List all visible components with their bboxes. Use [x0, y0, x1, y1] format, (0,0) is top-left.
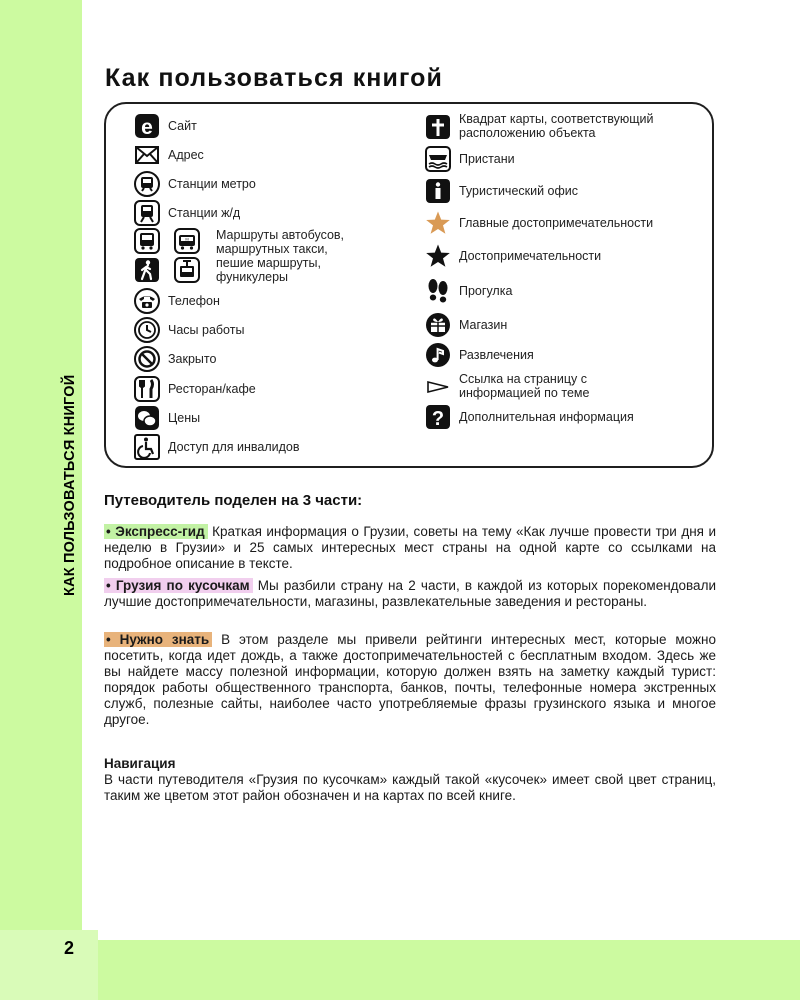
legend-item-ferry: Пристани [425, 146, 515, 172]
price-icon [134, 405, 160, 431]
page-number: 2 [64, 938, 75, 958]
phone-icon [134, 288, 160, 314]
metro-icon [134, 171, 160, 197]
legend-item-phone: Телефон [134, 288, 220, 314]
svg-text:e: e [141, 116, 153, 139]
closed-icon [134, 346, 160, 372]
navigation-heading: Навигация [104, 756, 176, 771]
navigation-section [104, 756, 716, 804]
legend-item-walk: Прогулка [425, 278, 512, 304]
section-text-express: Краткая информация о Грузии, советы на тему «Как лучше провести три дня и неделю в Грузии» и 25 самых интересных мест страны на одной карте со ссылками на подробное описание в тексте. [104, 524, 716, 571]
svg-text:?: ? [431, 408, 445, 430]
web-icon [134, 113, 160, 139]
legend-item-metro: Станции метро [134, 171, 256, 197]
legend-item-web: e Сайт [134, 113, 197, 139]
pedestrian-icon [134, 257, 160, 283]
section-tag-need-to-know: • Нужно знать [104, 632, 212, 647]
legend-item-info: Туристический офис [425, 178, 578, 204]
clock-icon [134, 317, 160, 343]
legend-item-address: Адрес [134, 142, 204, 168]
star-black-icon [425, 243, 451, 269]
page-title: Как пользоваться книгой [105, 64, 443, 92]
music-icon [425, 342, 451, 368]
section-pieces [104, 578, 716, 610]
section-text-need-to-know: В этом разделе мы привели рейтинги интересных мест, которые можно посетить, когда идет дождь, а также достопримечательностей с бесплатным входом. Здесь же вы найдете массу полезной информации, которую должен взять на заметку каждый турист: порядок работы общественного транспорта, банков, почты, телефонные номера экстренных служб, полезные сайты, наиболее часто употребляемые фразы грузинского языка и многое другое. [104, 632, 716, 727]
transport-icon-group [134, 228, 206, 284]
shop-icon [425, 312, 451, 338]
legend-item-shop: Магазин [425, 312, 507, 338]
legend-item-accessibility: Доступ для инвалидов [134, 434, 300, 460]
legend-item-restaurant: Ресторан/кафе [134, 376, 256, 402]
legend-item-sights: Достопримечательности [425, 243, 601, 269]
footprints-icon [425, 278, 451, 304]
legend-item-page-link: Ссылка на страницу с информацией по теме [425, 372, 705, 400]
legend-item-hours: Часы работы [134, 317, 244, 343]
legend-item-map-square: Квадрат карты, соответствующий расположению объекта [425, 112, 705, 140]
navigation-text: В части путеводителя «Грузия по кусочкам» каждый такой «кусочек» имеет свой цвет страниц, таким же цветом этот район обозначен и на картах по всей книге. [104, 772, 716, 803]
minibus-icon [174, 228, 200, 254]
page-number-box [0, 930, 98, 1000]
info-icon [425, 178, 451, 204]
svg-text:M: M [185, 236, 189, 242]
map-square-icon [425, 114, 451, 140]
legend-item-transport [134, 228, 384, 288]
side-section-label: КАК ПОЛЬЗОВАТЬСЯ КНИГОЙ [62, 374, 78, 596]
question-icon [425, 404, 451, 430]
funicular-icon [174, 257, 200, 283]
legend-item-train: Станции ж/д [134, 200, 240, 226]
legend-item-top-sights: Главные достопримечательности [425, 210, 653, 236]
envelope-icon [134, 142, 160, 168]
section-tag-pieces: • Грузия по кусочкам [104, 578, 253, 593]
legend-item-closed: Закрыто [134, 346, 216, 372]
transport-label: Маршруты автобусов, маршрутных такси, пешие маршруты, фуникулеры [216, 228, 345, 284]
triangle-pointer-icon [425, 374, 451, 400]
ferry-icon [425, 146, 451, 172]
section-tag-express: • Экспресс-гид [104, 524, 208, 539]
bus-icon [134, 228, 160, 254]
section-need-to-know [104, 632, 716, 728]
star-gold-icon [425, 210, 451, 236]
guide-heading: Путеводитель поделен на 3 части: [104, 492, 363, 509]
restaurant-icon [134, 376, 160, 402]
section-express [104, 524, 716, 572]
bottom-color-band [82, 940, 800, 1000]
legend-item-extra-info: ? Дополнительная информация [425, 404, 634, 430]
section-text-pieces: Мы разбили страну на 2 части, в каждой из которых порекомендовали лучшие достопримечательности, магазины, развлекательные заведения и рестораны. [104, 578, 716, 609]
wheelchair-icon [134, 434, 160, 460]
train-icon [134, 200, 160, 226]
legend-item-entertainment: Развлечения [425, 342, 534, 368]
legend-item-prices: Цены [134, 405, 200, 431]
